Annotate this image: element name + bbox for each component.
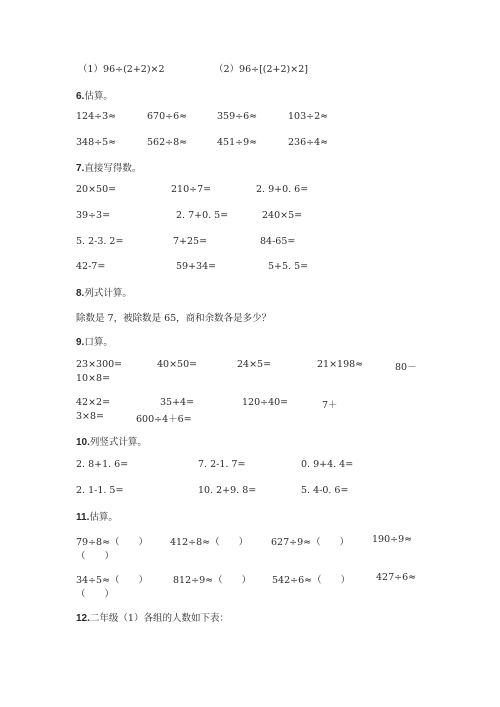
q9-r1-c4: 21×198≈ [317, 359, 364, 370]
q8-number: 8. [76, 288, 85, 299]
q9-r2-c4: 7＋ [322, 400, 338, 411]
q5-item-2: （2）96÷[(2+2)×2] [214, 64, 308, 75]
q7-r4-c3: 5+5. 5= [268, 261, 309, 272]
q9-r1-c2: 40×50= [157, 359, 198, 370]
q10-r1-c1: 2. 8+1. 6= [76, 459, 129, 470]
q11-r2-c4: 427÷6≈ [376, 572, 417, 583]
q9-r1-wrap: 10×8= [76, 373, 111, 384]
q9-number: 9. [76, 337, 85, 348]
q9-r2-c1: 42×2= [76, 397, 111, 408]
q7-r2-c2: 2. 7+0. 5= [176, 210, 229, 221]
q6-number: 6. [76, 91, 85, 102]
q11-r2-c2: 812÷9≈（ ） [173, 575, 252, 586]
q9-r2-c3: 120÷40= [242, 397, 289, 408]
q6-r2-c3: 451÷9≈ [217, 137, 258, 148]
q11-r1-c4: 190÷9≈ [372, 534, 413, 545]
q8-heading [76, 285, 132, 299]
q10-r2-c1: 2. 1-1. 5= [76, 485, 124, 496]
q11-r2-c1: 34÷5≈（ ） [76, 575, 149, 586]
q6-r1-c2: 670÷6≈ [147, 111, 188, 122]
q7-title: 直接写得数。 [84, 163, 142, 174]
q11-r1-c3: 627÷9≈（ ） [271, 537, 350, 548]
q9-heading [76, 334, 113, 348]
q9-r2-wrap-2: 600÷4＋6= [136, 414, 192, 425]
q6-heading [76, 88, 113, 102]
q11-heading [76, 509, 118, 523]
q7-heading [76, 160, 141, 174]
q7-r1-c2: 210÷7= [171, 184, 212, 195]
q10-r1-c3: 0. 9+4. 4= [301, 459, 354, 470]
q9-r2-wrap-1: 3×8= [76, 411, 105, 422]
q9-r2-c2: 35+4= [160, 397, 195, 408]
q7-r2-c1: 39÷3= [76, 210, 111, 221]
q10-r2-c3: 5. 4-0. 6= [301, 485, 349, 496]
q10-r2-c2: 10. 2+9. 8= [198, 485, 257, 496]
q7-r1-c3: 2. 9+0. 6= [256, 184, 309, 195]
q11-r1-wrap: （ ） [76, 551, 115, 562]
q10-heading [76, 434, 147, 448]
q6-r2-c1: 348÷5≈ [76, 137, 117, 148]
q5-item-1: （1）96÷(2+2)×2 [78, 64, 165, 75]
q6-r1-c1: 124÷3≈ [76, 111, 117, 122]
q11-r2-c3: 542÷6≈（ ） [272, 575, 351, 586]
q9-r1-c5: 80－ [395, 362, 417, 373]
q9-r1-c3: 24×5= [237, 359, 272, 370]
q8-title: 列式计算。 [84, 288, 132, 299]
q7-r4-c2: 59+34= [176, 261, 217, 272]
q7-r1-c1: 20×50= [76, 184, 117, 195]
q11-r1-c2: 412÷8≈（ ） [170, 537, 249, 548]
q11-title: 估算。 [89, 512, 118, 523]
q6-title: 估算。 [84, 91, 113, 102]
q12-title: 二年级（1）各组的人数如下表： [89, 613, 229, 624]
q12-number: 12. [76, 613, 90, 624]
q12-heading [76, 610, 229, 624]
q7-r3-c2: 7+25= [173, 236, 208, 247]
q11-number: 11. [76, 512, 90, 523]
q10-r1-c2: 7. 2-1. 7= [198, 459, 246, 470]
q9-title: 口算。 [84, 337, 113, 348]
q7-r2-c3: 240×5= [262, 210, 303, 221]
q6-r1-c3: 359÷6≈ [217, 111, 258, 122]
q10-number: 10. [76, 437, 90, 448]
q9-r1-c1: 23×300= [76, 359, 123, 370]
q6-r2-c2: 562÷8≈ [147, 137, 188, 148]
q11-r2-wrap: （ ） [76, 589, 115, 600]
q7-number: 7. [76, 163, 85, 174]
q8-text: 除数是 7，被除数是 65，商和余数各是多少？ [76, 313, 272, 324]
q7-r4-c1: 42-7= [76, 261, 106, 272]
q10-title: 列竖式计算。 [89, 437, 147, 448]
q7-r3-c3: 84-65= [260, 236, 296, 247]
q7-r3-c1: 5. 2-3. 2= [76, 236, 124, 247]
q11-r1-c1: 79÷8≈（ ） [76, 537, 149, 548]
q6-r2-c4: 236÷4≈ [288, 137, 329, 148]
q6-r1-c4: 103÷2≈ [288, 111, 329, 122]
